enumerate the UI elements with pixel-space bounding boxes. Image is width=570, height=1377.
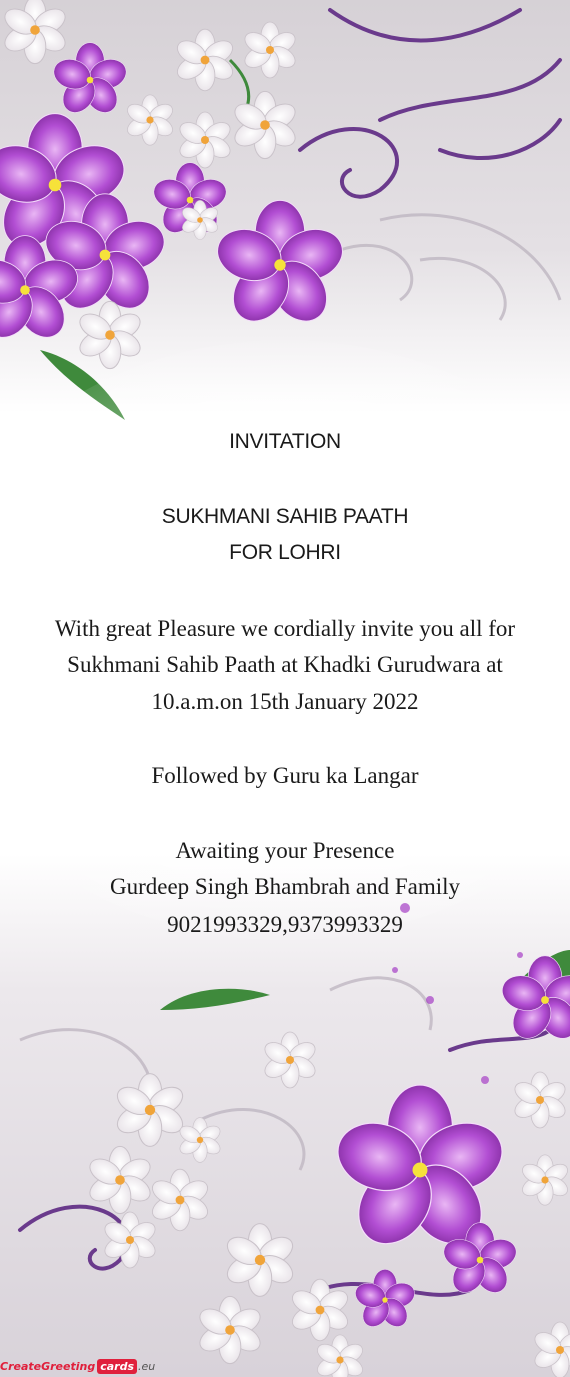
bottom-flower-cluster — [86, 956, 570, 1377]
leaf — [160, 989, 270, 1010]
event-title: SUKHMANI SAHIB PAATH — [161, 505, 409, 528]
host-name: Gurdeep Singh Bhambrah and Family — [109, 874, 461, 899]
awaiting-text: Awaiting your Presence — [175, 838, 395, 863]
phone-numbers: 9021993329,9373993329 — [167, 912, 403, 937]
watermark-logo — [0, 1355, 155, 1377]
event-subtitle: FOR LOHRI — [229, 541, 341, 564]
watermark-part-1: CreateGreeting — [0, 1359, 96, 1373]
top-flower-cluster — [0, 0, 349, 369]
message-line-2: Sukhmani Sahib Paath at Khadki Gurudwara at — [67, 652, 503, 677]
followed-by-text: Followed by Guru ka Langar — [151, 763, 419, 788]
watermark-part-3: .eu — [138, 1359, 156, 1373]
watermark-part-2: cards — [97, 1359, 137, 1374]
invitation-heading: INVITATION — [229, 430, 341, 453]
message-line-3: 10.a.m.on 15th January 2022 — [151, 689, 419, 714]
top-swirls — [300, 10, 560, 197]
message-line-1: With great Pleasure we cordially invite you all for — [54, 616, 516, 641]
